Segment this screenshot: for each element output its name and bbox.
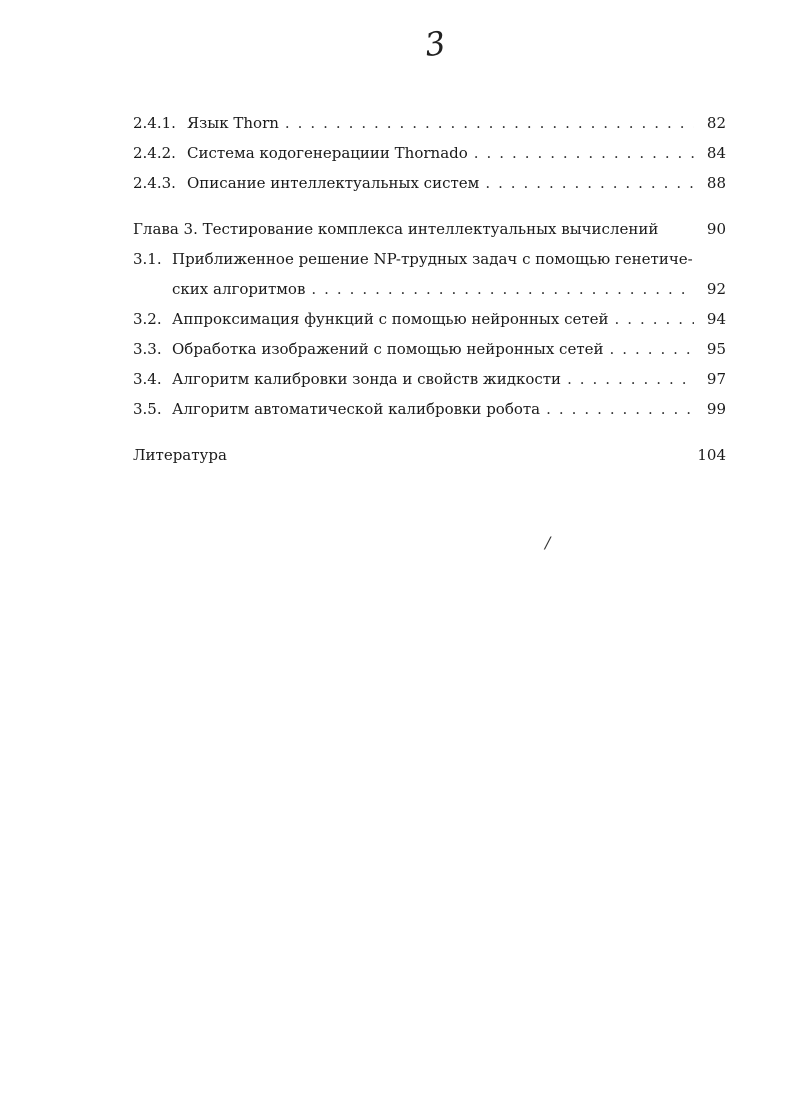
toc-entry-number: 3.2.	[133, 310, 162, 328]
toc-entry-2-4-2[interactable]	[133, 142, 726, 172]
toc-entry-page: 82	[706, 114, 726, 132]
handwritten-page-number: 3	[422, 23, 448, 65]
stray-pen-mark: /	[545, 533, 551, 552]
toc-entry-title: Описание интеллектуальных систем	[187, 172, 485, 194]
dot-leader	[311, 278, 694, 300]
dot-leader	[485, 172, 694, 194]
toc-entry-title: Алгоритм калибровки зонда и свойств жидкости	[172, 368, 567, 390]
toc-entry-title: Алгоритм автоматической калибровки робота	[172, 398, 546, 420]
toc-entry-3-3[interactable]	[133, 338, 726, 368]
toc-literature[interactable]	[133, 444, 726, 474]
table-of-contents	[133, 112, 726, 474]
dot-leader	[567, 368, 694, 390]
toc-entry-title: Система кодогенерациии Thornado	[187, 142, 474, 164]
toc-entry-title: Обработка изображений с помощью нейронных сетей	[172, 338, 610, 360]
toc-entry-page: 84	[706, 144, 726, 162]
toc-entry-page: 95	[706, 340, 726, 358]
toc-entry-page: 99	[706, 400, 726, 418]
toc-entry-3-2[interactable]	[133, 308, 726, 338]
toc-entry-page: 92	[706, 280, 726, 298]
toc-entry-number: 2.4.1.	[133, 114, 176, 132]
dot-leader	[546, 398, 694, 420]
toc-entry-title-line2: ских алгоритмов	[172, 278, 311, 300]
toc-entry-title: Аппроксимация функций с помощью нейронных сетей	[172, 308, 615, 330]
dot-leader	[615, 308, 694, 330]
toc-entry-page: 88	[706, 174, 726, 192]
toc-entry-number: 3.5.	[133, 400, 162, 418]
toc-entry-3-5[interactable]	[133, 398, 726, 428]
toc-literature-title: Литература	[133, 444, 233, 466]
toc-entry-number: 2.4.3.	[133, 174, 176, 192]
toc-literature-page: 104	[697, 446, 726, 464]
dot-leader	[610, 338, 695, 360]
toc-entry-title-line1: Приближенное решение NP-трудных задач с помощью генетиче-	[172, 248, 693, 278]
toc-entry-number: 3.3.	[133, 340, 162, 358]
toc-entry-title: Язык Thorn	[187, 112, 285, 134]
toc-entry-2-4-1[interactable]	[133, 112, 726, 142]
toc-entry-3-1[interactable]	[133, 248, 726, 308]
toc-chapter-3[interactable]	[133, 218, 726, 248]
toc-entry-number: 2.4.2.	[133, 144, 176, 162]
toc-entry-number: 3.1.	[133, 250, 162, 268]
toc-entry-3-4[interactable]	[133, 368, 726, 398]
dot-leader	[285, 112, 694, 134]
dot-leader	[474, 142, 694, 164]
toc-entry-2-4-3[interactable]	[133, 172, 726, 202]
toc-chapter-page: 90	[706, 220, 726, 238]
toc-entry-page: 94	[706, 310, 726, 328]
toc-entry-number: 3.4.	[133, 370, 162, 388]
toc-chapter-title: Глава 3. Тестирование комплекса интеллектуальных вычислений	[133, 220, 659, 238]
toc-entry-page: 97	[706, 370, 726, 388]
